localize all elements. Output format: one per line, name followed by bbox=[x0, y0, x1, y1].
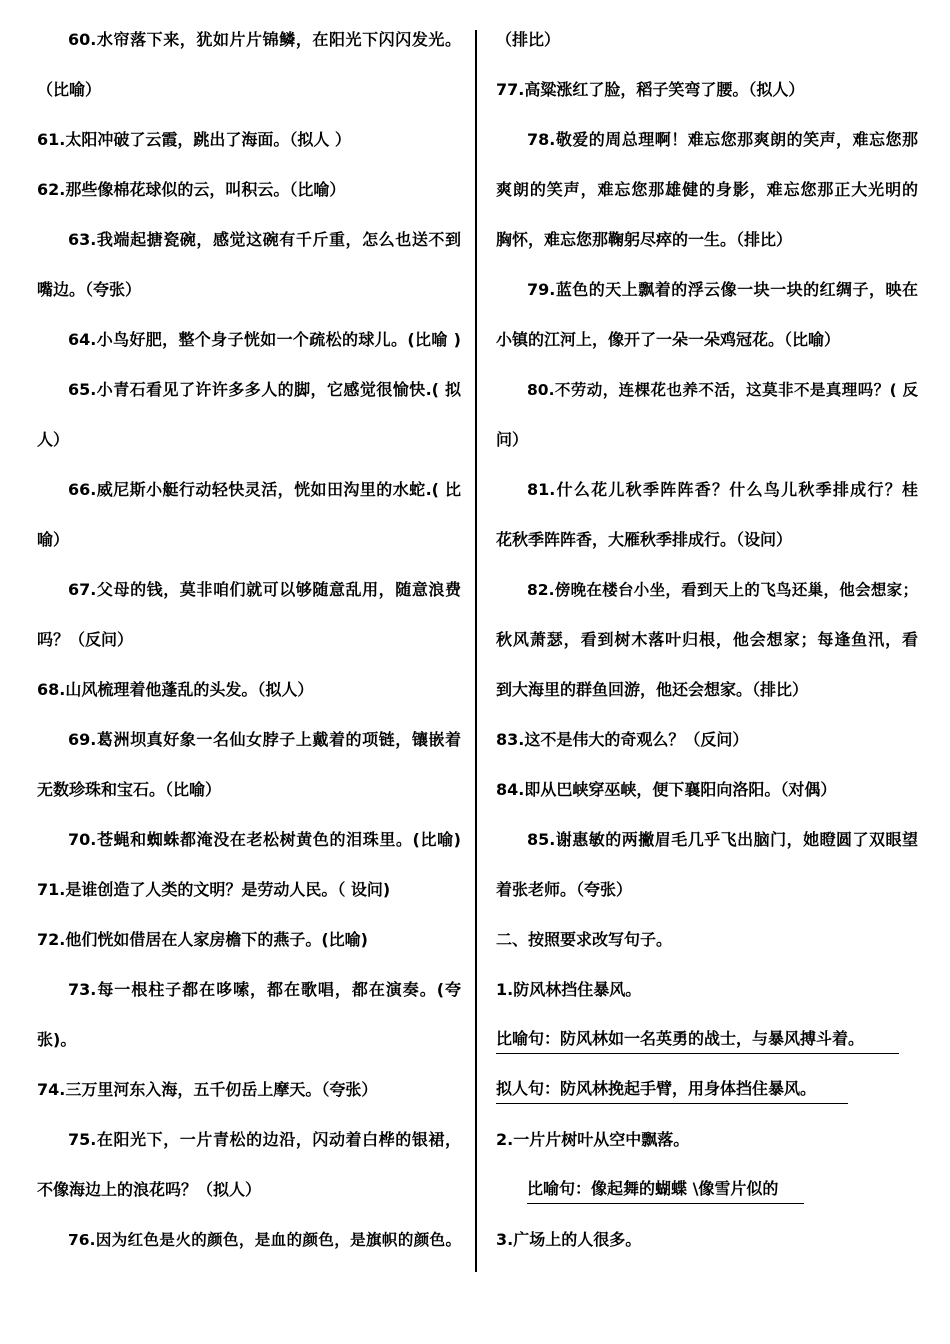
column-divider bbox=[475, 30, 477, 1272]
text-line: 61.太阳冲破了云霞，跳出了海面。（拟人 ） bbox=[37, 130, 351, 149]
text-line: 63.我端起搪瓷碗，感觉这碗有千斤重，怎么也送不到 bbox=[68, 230, 461, 249]
text-line: 2.一片片树叶从空中飘落。 bbox=[496, 1130, 690, 1149]
text-line: 72.他们恍如借居在人家房檐下的燕子。(比喻) bbox=[37, 930, 368, 949]
text-line: 81.什么花儿秋季阵阵香？什么鸟儿秋季排成行？桂 bbox=[527, 480, 918, 499]
text-line: 小镇的江河上，像开了一朵一朵鸡冠花。（比喻） bbox=[496, 330, 841, 349]
text-line: 到大海里的群鱼回游，他还会想家。（排比） bbox=[496, 680, 809, 699]
text-line: 问） bbox=[496, 430, 529, 449]
text-line: 77.高粱涨红了脸，稻子笑弯了腰。（拟人） bbox=[496, 80, 805, 99]
text-line: 68.山风梳理着他蓬乱的头发。（拟人） bbox=[37, 680, 314, 699]
text-line: 84.即从巴峡穿巫峡，便下襄阳向洛阳。（对偶） bbox=[496, 780, 837, 799]
text-line: 秋风萧瑟，看到树木落叶归根，他会想家；每逢鱼汛，看 bbox=[496, 630, 918, 649]
text-line: 无数珍珠和宝石。（比喻） bbox=[37, 780, 222, 799]
text-line: 82.傍晚在楼台小坐，看到天上的飞鸟还巢，他会想家； bbox=[527, 581, 918, 599]
text-line: 二、按照要求改写句子。 bbox=[496, 930, 673, 949]
text-line: 60.水帘落下来，犹如片片锦鳞，在阳光下闪闪发光。 bbox=[68, 30, 461, 49]
text-line: 80.不劳动，连棵花也养不活，这莫非不是真理吗？( 反 bbox=[527, 381, 918, 399]
text-line: 69.葛洲坝真好象一名仙女脖子上戴着的项链，镶嵌着 bbox=[68, 730, 461, 749]
text-line: 83.这不是伟大的奇观么？（反问） bbox=[496, 730, 749, 749]
text-line: 74.三万里河东入海，五千仞岳上摩天。（夸张） bbox=[37, 1080, 378, 1099]
text-line: 人） bbox=[37, 430, 70, 449]
text-line: （比喻） bbox=[37, 80, 102, 99]
text-line: 爽朗的笑声，难忘您那雄健的身影，难忘您那正大光明的 bbox=[496, 180, 918, 199]
text-line: 78.敬爱的周总理啊！难忘您那爽朗的笑声，难忘您那 bbox=[527, 130, 918, 149]
text-line: 着张老师。（夸张） bbox=[496, 880, 633, 899]
text-line: 73.每一根柱子都在哆嗦，都在歌唱，都在演奏。(夸 bbox=[68, 980, 461, 999]
text-line: 65.小青石看见了许许多多人的脚，它感觉很愉快.( 拟 bbox=[68, 380, 461, 399]
text-line: 花秋季阵阵香，大雁秋季排成行。（设问） bbox=[496, 530, 793, 549]
text-line: 64.小鸟好肥，整个身子恍如一个疏松的球儿。(比喻 ) bbox=[68, 330, 461, 349]
text-line: 比喻句：像起舞的蝴蝶 \像雪片似的 bbox=[527, 1177, 804, 1204]
text-line: 1.防风林挡住暴风。 bbox=[496, 980, 642, 999]
text-line: （排比） bbox=[496, 30, 561, 49]
text-line: 62.那些像棉花球似的云，叫积云。（比喻） bbox=[37, 180, 346, 199]
text-line: 拟人句：防风林挽起手臂，用身体挡住暴风。 bbox=[496, 1077, 848, 1104]
text-line: 不像海边上的浪花吗？（拟人） bbox=[37, 1180, 262, 1199]
text-line: 胸怀，难忘您那鞠躬尽瘁的一生。（排比） bbox=[496, 230, 793, 249]
text-line: 66.威尼斯小艇行动轻快灵活，恍如田沟里的水蛇.( 比 bbox=[68, 480, 461, 499]
text-line: 85.谢惠敏的两撇眉毛几乎飞出脑门，她瞪圆了双眼望 bbox=[527, 830, 918, 849]
text-line: 3.广场上的人很多。 bbox=[496, 1230, 642, 1249]
text-line: 71.是谁创造了人类的文明？是劳动人民。（ 设问) bbox=[37, 880, 391, 899]
text-line: 比喻句：防风林如一名英勇的战士，与暴风搏斗着。 bbox=[496, 1027, 899, 1054]
text-line: 嘴边。（夸张） bbox=[37, 280, 142, 299]
text-line: 张)。 bbox=[37, 1030, 77, 1049]
text-line: 70.苍蝇和蜘蛛都淹没在老松树黄色的泪珠里。(比喻) bbox=[68, 830, 461, 849]
text-line: 76.因为红色是火的颜色，是血的颜色，是旗帜的颜色。 bbox=[68, 1231, 461, 1249]
text-line: 79.蓝色的天上飘着的浮云像一块一块的红绸子，映在 bbox=[527, 280, 918, 299]
text-line: 吗？（反问） bbox=[37, 630, 134, 649]
text-line: 67.父母的钱，莫非咱们就可以够随意乱用，随意浪费 bbox=[68, 580, 461, 599]
text-line: 喻） bbox=[37, 530, 70, 549]
text-line: 75.在阳光下，一片青松的边沿，闪动着白桦的银裙， bbox=[68, 1130, 461, 1149]
